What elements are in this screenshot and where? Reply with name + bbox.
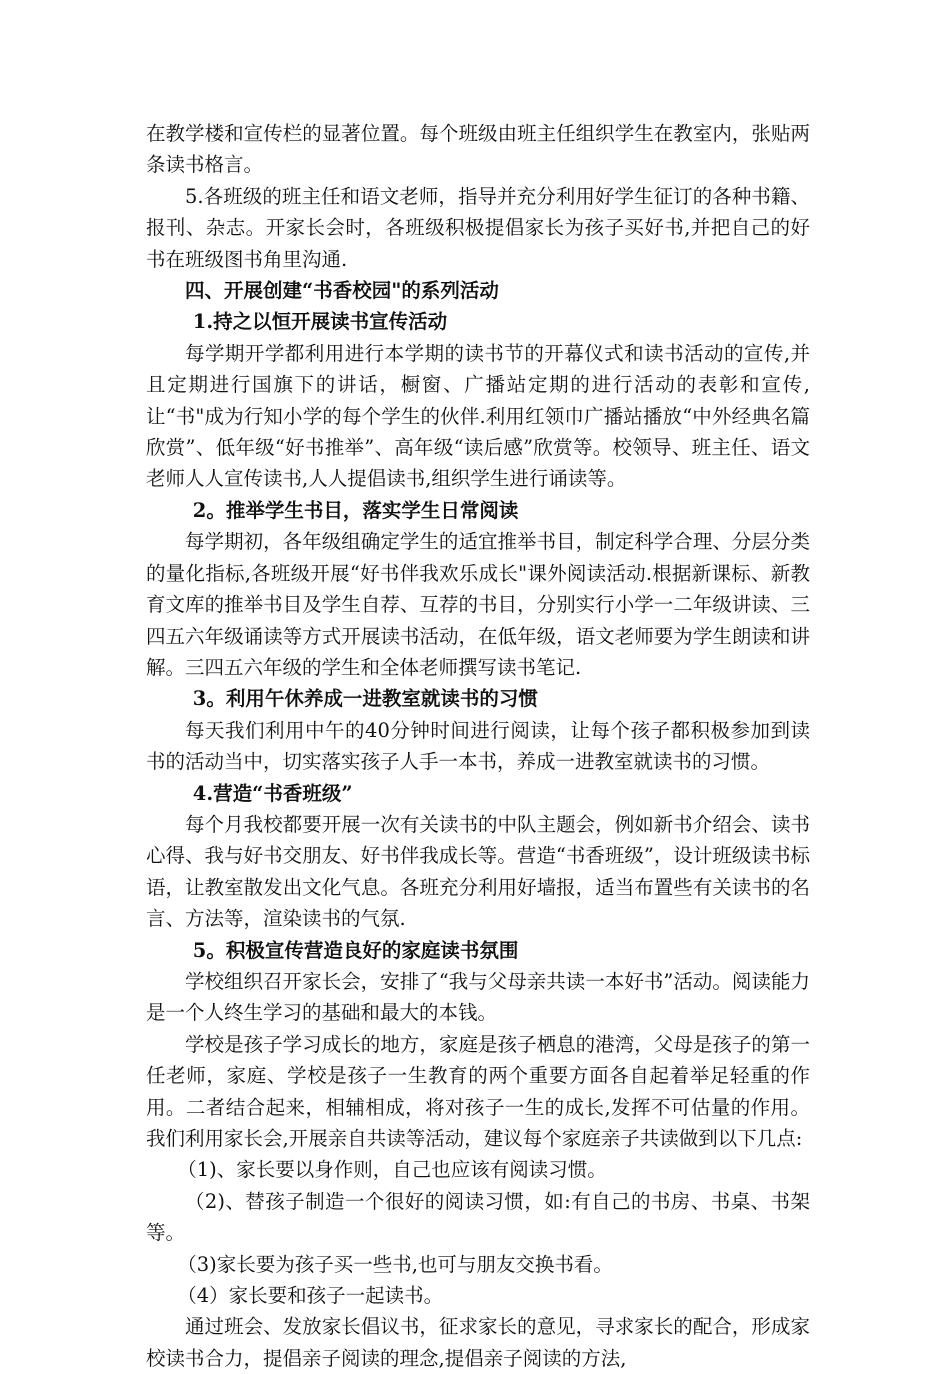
list-item-1: （1)、家长要以身作则，自己也应该有阅读习惯。 bbox=[177, 1158, 607, 1182]
paragraph-4: 每学期初，各年级组确定学生的适宜推举书目，制定科学合理、分层分类的量化指标,各班级开展“好书伴我欢乐成长"课外阅读活动.根据新课标、新教育文库的推举书目及学生自荐、互荐的书目，分别实行小学一二年级讲读、三四五六年级诵读等方式开展读书活动，在低年级，语文老师要为学生朗读和讲解。三四五六年级的学生和全体老师撰写读书笔记. bbox=[146, 530, 810, 679]
heading-5: 5。积极宣传营造良好的家庭读书氛围 bbox=[192, 938, 519, 962]
paragraph-9: 通过班会、发放家长倡议书，征求家长的意见，寻求家长的配合，形成家校读书合力，提倡亲子阅读的理念,提倡亲子阅读的方法, bbox=[146, 1315, 810, 1370]
section-heading: 四、开展创建“书香校园"的系列活动 bbox=[185, 279, 499, 303]
document-page bbox=[146, 118, 810, 1374]
paragraph-3: 每学期开学都利用进行本学期的读书节的开幕仪式和读书活动的宣传,并且定期进行国旗下的讲话，橱窗、广播站定期的进行活动的表彰和宣传,让“书"成为行知小学的每个学生的伙伴.利用红领巾广播站播放“中外经典名篇欣赏”、低年级“好书推举”、高年级“读后感”欣赏等。校领导、班主任、语文老师人人宣传读书,人人提倡读书,组织学生进行诵读等。 bbox=[146, 341, 810, 491]
heading-2: 2。推举学生书目，落实学生日常阅读 bbox=[192, 498, 519, 522]
heading-4: 4.营造“书香班级” bbox=[192, 781, 353, 805]
heading-1: 1.持之以恒开展读书宣传活动 bbox=[192, 310, 448, 334]
paragraph-6: 每个月我校都要开展一次有关读书的中队主题会，例如新书介绍会、读书心得、我与好书交朋友、好书伴我成长等。营造“书香班级”，设计班级读书标语，让教室散发出文化气息。各班充分利用好墙报，适当布置些有关读书的名言、方法等，渲染读书的气氛. bbox=[146, 812, 810, 931]
paragraph-2: 5.各班级的班主任和语文老师，指导并充分利用好学生征订的各种书籍、报刊、杂志。开家长会时，各班级积极提倡家长为孩子买好书,并把自己的好书在班级图书角里沟通. bbox=[146, 184, 810, 271]
list-item-4: （4）家长要和孩子一起读书。 bbox=[177, 1284, 444, 1308]
paragraph-8: 学校是孩子学习成长的地方，家庭是孩子栖息的港湾，父母是孩子的第一任老师，家庭、学校是孩子一生教育的两个重要方面各自起着举足轻重的作用。二者结合起来，相辅相成，将对孩子一生的成长,发挥不可估量的作用。我们利用家长会,开展亲自共读等活动，建议每个家庭亲子共读做到以下几点: bbox=[146, 1032, 810, 1150]
list-item-2: （2)、替孩子制造一个很好的阅读习惯，如:有自己的书房、书桌、书架等。 bbox=[146, 1189, 810, 1245]
paragraph-5: 每天我们利用中午的40分钟时间进行阅读，让每个孩子都积极参加到读书的活动当中，切实落实孩子人手一本书，养成一进教室就读书的习惯。 bbox=[146, 718, 810, 774]
list-item-3: （3)家长要为孩子买一些书,也可与朋友交换书看。 bbox=[177, 1252, 613, 1276]
paragraph-1: 在教学楼和宣传栏的显著位置。每个班级由班主任组织学生在教室内，张贴两条读书格言。 bbox=[146, 122, 810, 177]
paragraph-7: 学校组织召开家长会，安排了“我与父母亲共读一本好书”活动。阅读能力是一个人终生学习的基础和最大的本钱。 bbox=[146, 969, 810, 1025]
heading-3: 3。利用午休养成一进教室就读书的习惯 bbox=[192, 687, 538, 711]
